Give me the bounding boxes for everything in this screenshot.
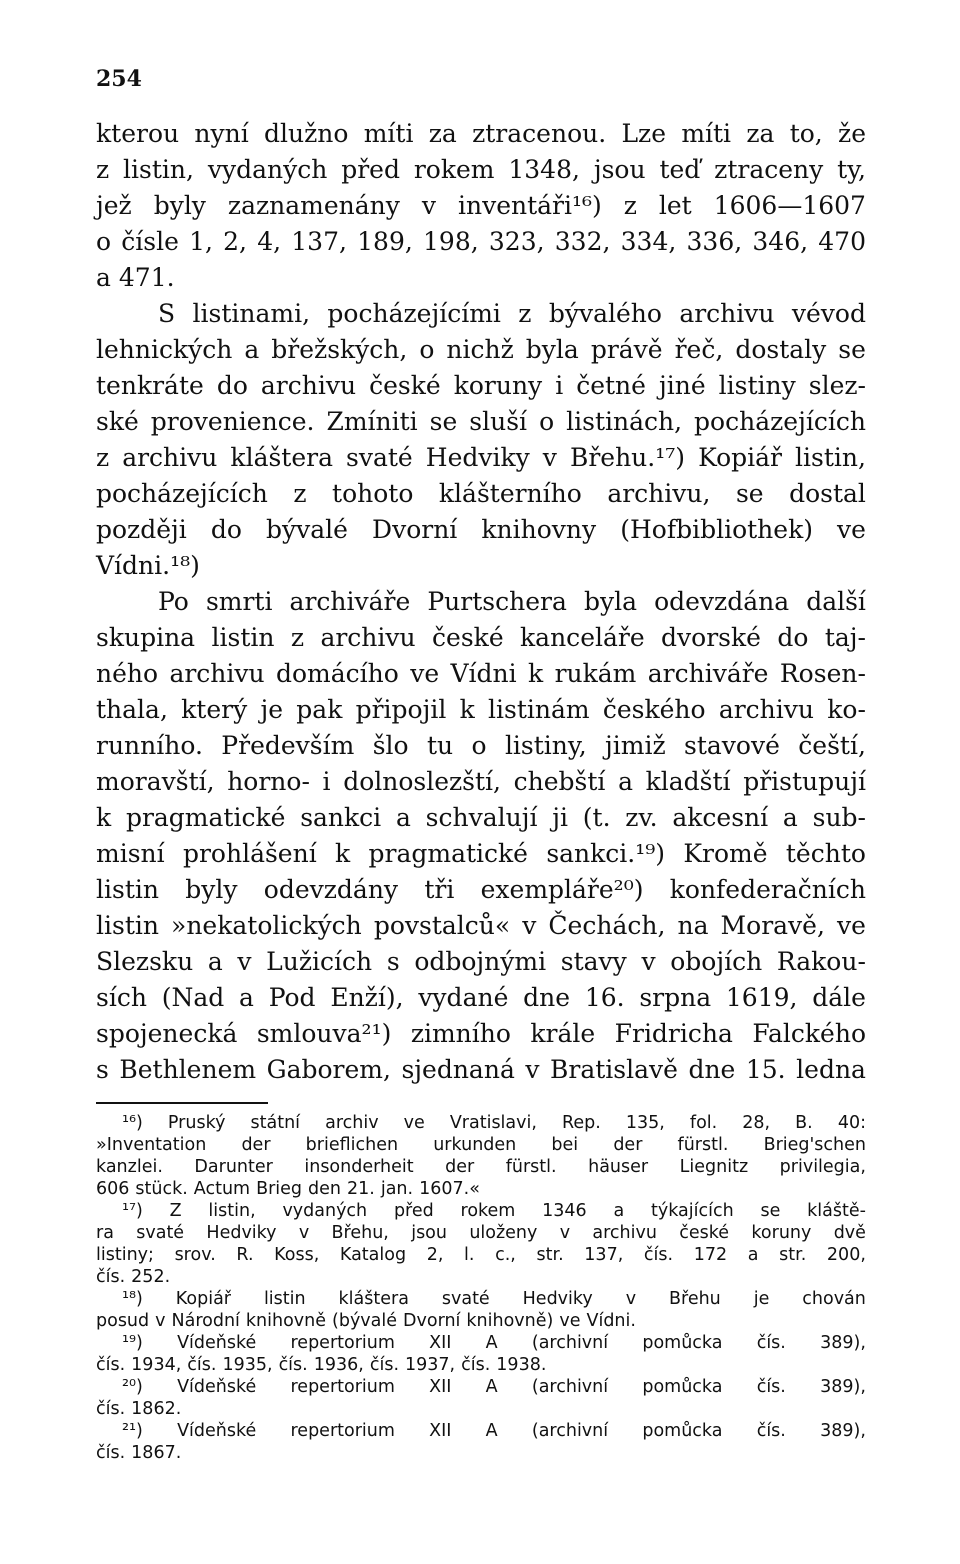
text-line: ské provenience. Zmíniti se sluší o listinách, pocházejících — [96, 407, 866, 436]
text-line: misní prohlášení k pragmatické sankci.¹⁹) Kromě těchto — [96, 839, 866, 868]
text-line: Slezsku a v Lužicích s odbojnými stavy v obojích Rakou- — [96, 947, 866, 976]
footnote-line: listiny; srov. R. Koss, Katalog 2, l. c., str. 137, čís. 172 a str. 200, — [96, 1245, 866, 1265]
footnote-line: čís. 1862. — [96, 1399, 182, 1419]
text-line: sích (Nad a Pod Enží), vydané dne 16. srpna 1619, dále — [96, 983, 866, 1012]
footnote-line: ¹⁹) Vídeňské repertorium XII A (archivní pomůcka čís. 389), — [122, 1333, 866, 1353]
text-line: runního. Především šlo tu o listiny, jimiž stavové čeští, — [96, 731, 866, 760]
text-line: s Bethlenem Gaborem, sjednaná v Bratislavě dne 15. ledna — [96, 1055, 866, 1084]
text-line: jež byly zaznamenány v inventáři¹⁶) z let 1606—1607 — [96, 191, 866, 220]
text-line: listin byly odevzdány tři exempláře²⁰) konfederačních — [96, 875, 866, 904]
text-line: lehnických a břežských, o nichž byla právě řeč, dostaly se — [96, 335, 866, 364]
footnote-line: ¹⁷) Z listin, vydaných před rokem 1346 a týkajících se kláště- — [122, 1201, 866, 1221]
text-line: k pragmatické sankci a schvalují ji (t. zv. akcesní a sub- — [96, 803, 866, 832]
footnote-line: ¹⁸) Kopiář listin kláštera svaté Hedviky v Břehu je chován — [122, 1289, 866, 1309]
footnote-line: posud v Národní knihovně (bývalé Dvorní knihovně) ve Vídni. — [96, 1311, 636, 1331]
footnotes — [96, 1112, 866, 1464]
text-line: ného archivu domácího ve Vídni k rukám archiváře Rosen- — [96, 659, 866, 688]
text-line: Po smrti archiváře Purtschera byla odevzdána další — [158, 587, 866, 616]
footnote-line: ¹⁶) Pruský státní archiv ve Vratislavi, Rep. 135, fol. 28, B. 40: — [122, 1113, 866, 1133]
text-line: kterou nyní dlužno míti za ztracenou. Lze míti za to, že — [96, 119, 866, 148]
footnote-line: ²¹) Vídeňské repertorium XII A (archivní pomůcka čís. 389), — [122, 1421, 866, 1441]
text-line: z archivu kláštera svaté Hedviky v Břehu.¹⁷) Kopiář listin, — [96, 443, 866, 472]
text-line: později do bývalé Dvorní knihovny (Hofbibliothek) ve — [96, 515, 866, 544]
text-line: pocházejících z tohoto klášterního archivu, se dostal — [96, 479, 866, 508]
text-line: spojenecká smlouva²¹) zimního krále Fridricha Falckého — [96, 1019, 866, 1048]
body-text — [96, 116, 866, 1088]
footnote-line: ra svaté Hedviky v Břehu, jsou uloženy v archivu české koruny dvě — [96, 1223, 866, 1243]
text-line: a 471. — [96, 263, 175, 292]
footnote-separator — [96, 1102, 268, 1104]
text-line: S listinami, pocházejícími z bývalého archivu vévod — [158, 299, 866, 328]
page-number: 254 — [96, 66, 142, 92]
text-line: z listin, vydaných před rokem 1348, jsou teď ztraceny ty, — [96, 155, 866, 184]
text-line: o čísle 1, 2, 4, 137, 189, 198, 323, 332, 334, 336, 346, 470 — [96, 227, 866, 256]
footnote-line: 606 stück. Actum Brieg den 21. jan. 1607.« — [96, 1179, 480, 1199]
footnote-line: čís. 252. — [96, 1267, 171, 1287]
text-line: thala, který je pak připojil k listinám českého archivu ko- — [96, 695, 866, 724]
text-line: moravští, horno- i dolnoslezští, chebští a kladští přistupují — [96, 767, 866, 796]
text-line: listin »nekatolických povstalců« v Čechách, na Moravě, ve — [96, 911, 866, 940]
footnote-line: »Inventation der brieflichen urkunden bei der fürstl. Brieg'schen — [96, 1135, 866, 1155]
footnote-line: kanzlei. Darunter insonderheit der fürstl. häuser Liegnitz privilegia, — [96, 1157, 866, 1177]
footnote-line: ²⁰) Vídeňské repertorium XII A (archivní pomůcka čís. 389), — [122, 1377, 866, 1397]
footnote-line: čís. 1934, čís. 1935, čís. 1936, čís. 1937, čís. 1938. — [96, 1355, 547, 1375]
text-line: skupina listin z archivu české kanceláře dvorské do taj- — [96, 623, 866, 652]
text-line: Vídni.¹⁸) — [96, 551, 200, 580]
footnote-line: čís. 1867. — [96, 1443, 182, 1463]
text-line: tenkráte do archivu české koruny i četné jiné listiny slez- — [96, 371, 866, 400]
